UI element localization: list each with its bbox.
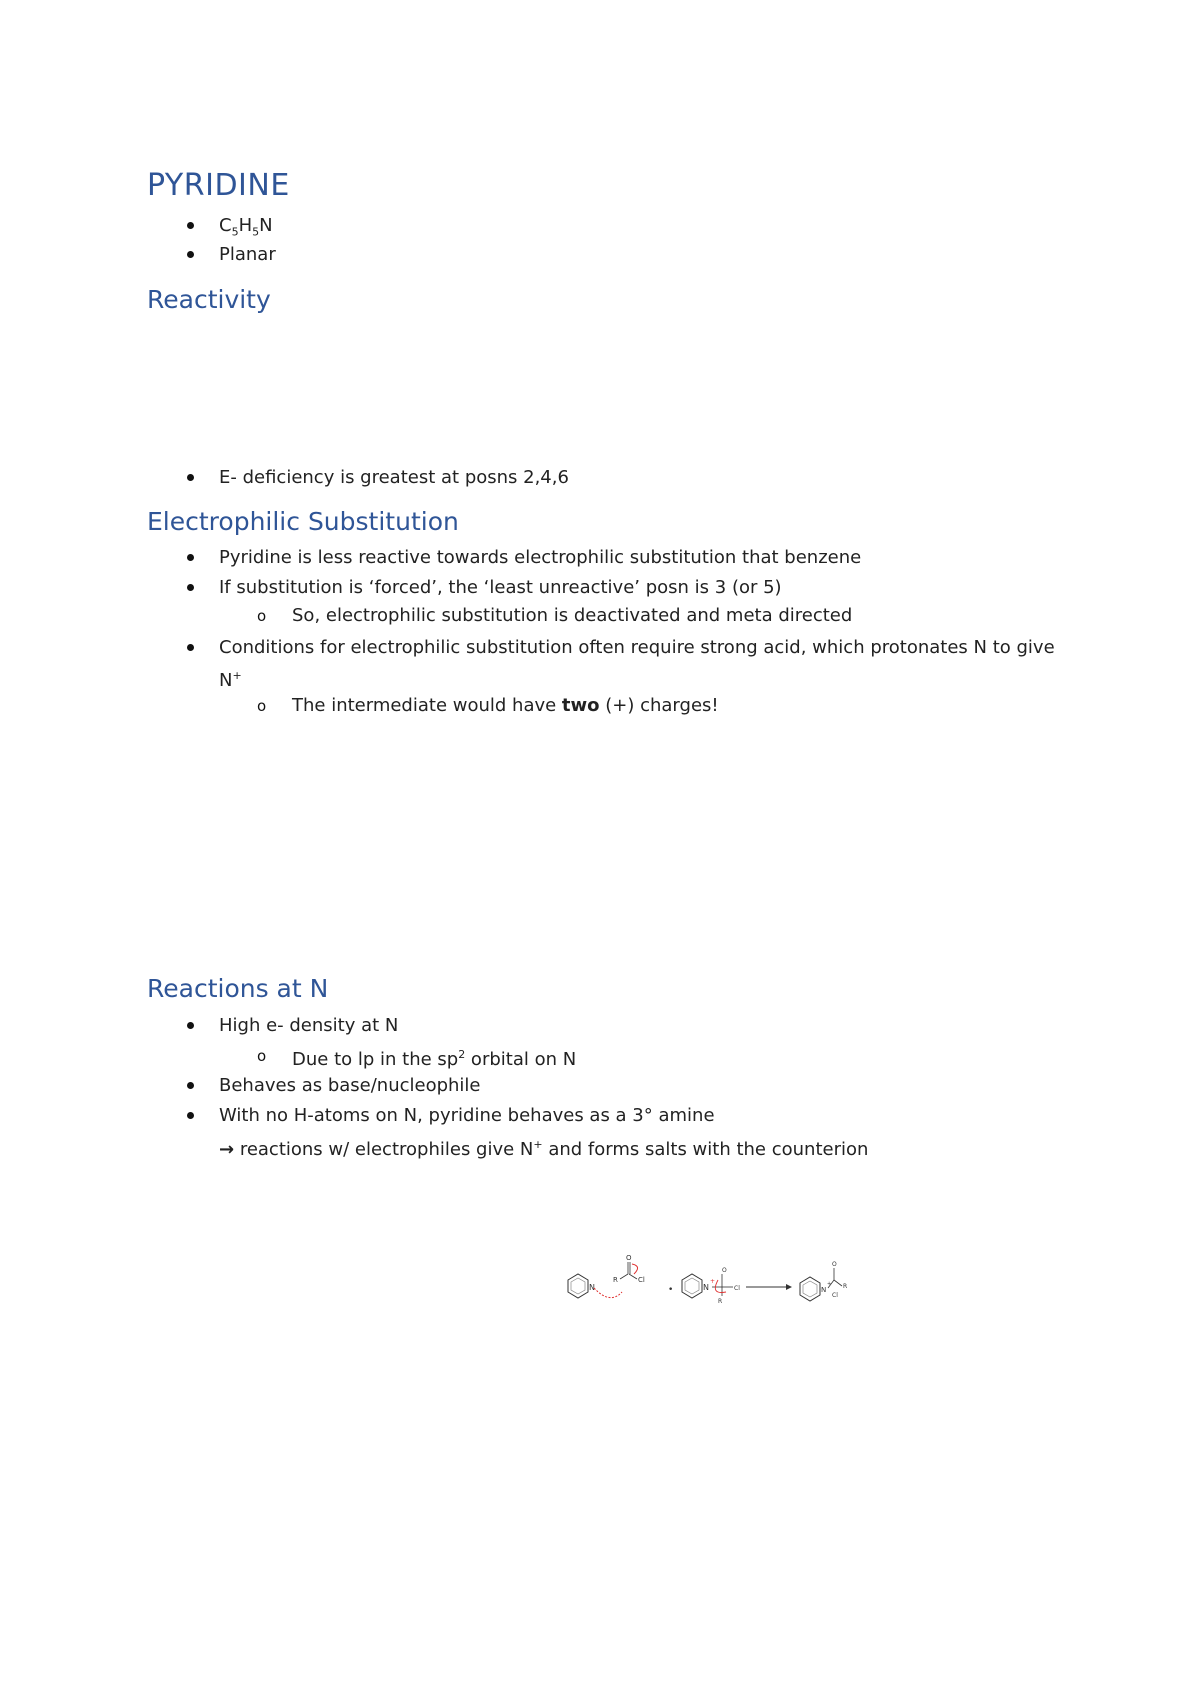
- charge-label: +: [827, 1281, 832, 1287]
- nitrogen-label: N: [589, 1283, 595, 1292]
- cont-text: reactions w/ electrophiles give N: [234, 1139, 534, 1160]
- bullet: [187, 584, 194, 591]
- bullet: [187, 1022, 194, 1029]
- cont-text-end: and forms salts with the counterion: [542, 1139, 869, 1160]
- n-charge: +: [533, 1138, 543, 1151]
- oxygen-label: O: [832, 1261, 837, 1268]
- arrowhead-icon: [786, 1284, 792, 1290]
- electrophilic-point-3-cont: [219, 664, 242, 693]
- nitrogen-label: N: [703, 1283, 709, 1292]
- subpoint-bold: two: [561, 695, 600, 716]
- electrophilic-point-3: Conditions for electrophilic substitution often require strong acid, which protonates N to give: [219, 637, 1055, 658]
- oxygen-label: O: [722, 1267, 727, 1274]
- reactivity-point: E- deficiency is greatest at posns 2,4,6: [219, 467, 569, 488]
- electrophilic-point-1: Pyridine is less reactive towards electrophilic substitution that benzene: [219, 547, 862, 568]
- page-title: PYRIDINE: [147, 168, 290, 203]
- chlorine-label: Cl: [734, 1285, 740, 1292]
- sp2-sup: 2: [458, 1048, 466, 1061]
- bond: [629, 1274, 637, 1279]
- subpoint-text-end: orbital on N: [465, 1049, 577, 1070]
- bond: [834, 1280, 842, 1286]
- reactions-n-subpoint-1: [292, 1043, 576, 1072]
- sub-bullet: o: [257, 1047, 267, 1065]
- bullet: [187, 474, 194, 481]
- pyridine-inner-ring: [571, 1278, 585, 1294]
- reactions-n-point-3-cont: [219, 1133, 868, 1162]
- reaction-dot: •: [668, 1285, 674, 1295]
- sub-bullet: o: [257, 607, 267, 625]
- reactions-n-point-3: With no H-atoms on N, pyridine behaves as a 3° amine: [219, 1105, 715, 1126]
- r-label: R: [613, 1276, 618, 1284]
- planar-item: Planar: [219, 244, 276, 265]
- subpoint-text: The intermediate would have: [292, 695, 562, 716]
- curved-arrow-icon: [594, 1288, 622, 1298]
- pyridinium-inner-ring: [685, 1278, 699, 1294]
- formula-c-sub: 5: [231, 225, 239, 239]
- electrophilic-point-2: If substitution is ‘forced’, the ‘least unreactive’ posn is 3 (or 5): [219, 577, 782, 598]
- reactions-n-point-2: Behaves as base/nucleophile: [219, 1075, 481, 1096]
- reactions-n-point-1: High e- density at N: [219, 1015, 399, 1036]
- electrophilic-subpoint-2: So, electrophilic substitution is deactivated and meta directed: [292, 605, 853, 626]
- formula-n: N: [259, 215, 273, 236]
- subpoint-text-end: (+) charges!: [599, 695, 719, 716]
- oxygen-label: O: [626, 1254, 632, 1262]
- bond: [620, 1274, 628, 1279]
- nitrogen-label: N: [821, 1286, 827, 1294]
- electrophilic-heading: Electrophilic Substitution: [147, 507, 459, 536]
- curved-arrow-icon: [715, 1280, 726, 1293]
- bullet: [187, 554, 194, 561]
- formula-h-sub: 5: [252, 225, 260, 239]
- formula-h: H: [238, 215, 253, 236]
- product-inner-ring: [803, 1281, 817, 1297]
- chlorine-label: Cl: [638, 1276, 645, 1284]
- bullet: [187, 1082, 194, 1089]
- n-charge: +: [232, 669, 242, 682]
- sub-bullet: o: [257, 697, 267, 715]
- chlorine-label: Cl: [832, 1292, 838, 1299]
- curved-arrow-icon: [632, 1264, 638, 1274]
- charge-label: +: [710, 1278, 716, 1285]
- bullet: [187, 222, 194, 229]
- subpoint-text: Due to lp in the sp: [292, 1049, 459, 1070]
- r-label: R: [843, 1283, 848, 1290]
- electrophilic-subpoint-3: [292, 694, 719, 718]
- bullet: [187, 251, 194, 258]
- right-arrow-icon: →: [219, 1139, 235, 1160]
- formula-c: C: [219, 215, 232, 236]
- formula-item: [219, 214, 273, 245]
- r-label: R: [718, 1298, 723, 1305]
- bullet: [187, 644, 194, 651]
- reaction-scheme: [550, 1250, 880, 1330]
- reactivity-heading: Reactivity: [147, 285, 271, 314]
- bullet: [187, 1112, 194, 1119]
- n-label: N: [219, 670, 233, 691]
- reactions-n-heading: Reactions at N: [147, 974, 329, 1003]
